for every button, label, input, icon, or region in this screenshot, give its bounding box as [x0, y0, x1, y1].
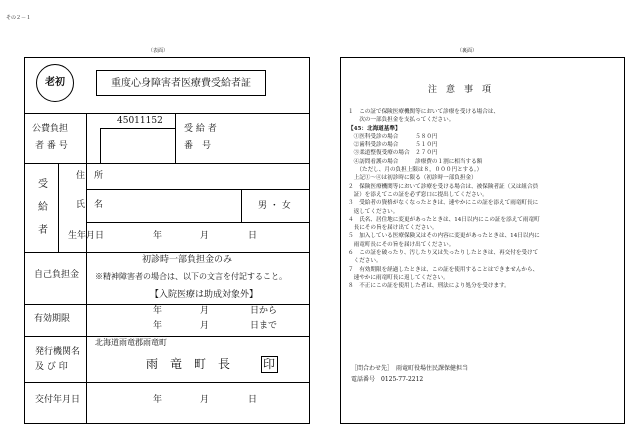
note-line: 【45：北海道基準】 [348, 125, 401, 132]
note-line: 長にその旨を届け出てください。 [348, 225, 438, 232]
note-line: ②歯科受診の場合 ５１０円 [348, 142, 438, 149]
note-line: ３ 受給者の資格がなくなったときは、速やかにこの証を添えて雨竜町長に [348, 200, 539, 207]
insurer-label-2: 者 番 号 [35, 141, 68, 151]
valid-until-month: 月 [200, 321, 210, 331]
rule [58, 163, 59, 252]
issue-month: 月 [200, 395, 210, 405]
front-side-label: （表面） [148, 48, 169, 54]
note-line: 速やかに雨竜町長に返してください。 [348, 274, 449, 281]
rule [100, 128, 101, 163]
note-line: 次の一部負担金を支払ってください。 [348, 117, 455, 124]
dob-year: 年 [153, 231, 163, 241]
dob-month: 月 [200, 231, 210, 241]
issuer-label-1: 発行機関名 [35, 347, 81, 357]
rule [24, 113, 310, 114]
valid-until-year: 年 [153, 321, 163, 331]
contact-line-1: ［問合わせ先］ 雨竜町役場住民課保健担当 [351, 365, 469, 372]
valid-from: 日から [250, 306, 278, 316]
copay-line-3: 【入院医療は助成対象外】 [150, 290, 259, 300]
recipient-label-2: 番 号 [184, 141, 212, 151]
gender-options: 男 ・ 女 [258, 201, 291, 211]
note-line: 返してください。 [348, 208, 399, 215]
issue-year: 年 [153, 395, 163, 405]
note-line: ４ 氏名、居住地に変更があったときは、14日以内にこの証を添えて雨竜町 [348, 216, 540, 223]
rule [24, 382, 310, 383]
page-label: その２－１ [6, 15, 32, 21]
note-line: ５ 加入している医療保険又はその内容に変更があったときは、14日以内に [348, 233, 540, 240]
rule [86, 222, 310, 223]
note-line: ８ 不正にこの証を使用した者は、刑法により処分を受けます。 [348, 283, 510, 290]
issuer-address: 北海道雨竜郡雨竜町 [95, 338, 167, 347]
card-title: 重度心身障害者医療費受給者証 [111, 78, 251, 89]
dob-label: 生年月日 [68, 231, 105, 241]
note-line: ２ 保険医療機関等において診療を受ける場合は、被保険者証（又は組合員 [348, 183, 539, 190]
holder-label-char: 受 [38, 179, 48, 190]
valid-from-month: 月 [200, 306, 210, 316]
holder-label-char: 者 [38, 225, 48, 236]
copay-line-1: 初診時一部負担金のみ [142, 255, 233, 265]
issue-day: 日 [248, 395, 258, 405]
address-label: 住 所 [76, 171, 104, 181]
note-line: ください。 [348, 258, 382, 265]
note-line: ６ この証を破ったり、汚したり又は失ったりしたときは、再交付を受けて [348, 250, 539, 257]
insurer-number-underline [100, 128, 176, 129]
note-line: ④訪問看護の場合 診療費の１割に相当する額 [348, 158, 483, 165]
seal-icon: 印 [263, 357, 276, 371]
valid-until: 日まで [250, 321, 278, 331]
copay-line-2: ※精神障害者の場合は、以下の文言を付記すること。 [95, 272, 287, 281]
issue-date-label: 交付年月日 [35, 395, 81, 405]
holder-label-char: 給 [38, 202, 48, 213]
note-line: 上記①～④は初診時に限る（初診時一部負担金） [348, 175, 477, 182]
validity-label: 有効期限 [34, 314, 71, 324]
note-line: （ただし、月の負担上限は８，０００円とする。） [348, 167, 483, 174]
insurer-number: 45011152 [117, 116, 163, 126]
note-line: ７ 有効期限を経過したときは、この証を使用することはできませんから、 [348, 266, 539, 273]
copay-label: 自己負担金 [34, 270, 80, 280]
note-line: １ この証で保険医療機関等において診療を受ける場合は、 [348, 109, 500, 115]
notes-list [348, 108, 620, 291]
back-side-label: （裏面） [457, 48, 478, 54]
note-line: ①医科受診の場合 ５８０円 [348, 133, 438, 140]
rule [24, 252, 310, 253]
recipient-label-1: 受 給 者 [184, 124, 217, 134]
valid-from-year: 年 [153, 306, 163, 316]
rule [241, 189, 242, 222]
rule [24, 336, 310, 337]
insurer-label-1: 公費負担 [32, 124, 69, 134]
rule [86, 113, 87, 424]
note-line: ③柔道整復受療の場合 ２７０円 [348, 150, 438, 157]
rule [86, 189, 310, 190]
notes-title: 注 意 事 項 [428, 85, 492, 95]
rule [24, 304, 310, 305]
rule [24, 163, 310, 164]
rule [175, 113, 176, 163]
name-label: 氏 名 [76, 200, 104, 210]
contact-line-2: 電話番号 0125-77-2212 [351, 376, 424, 383]
issuer-mayor: 雨 竜 町 長 [146, 357, 231, 371]
dob-day: 日 [248, 231, 258, 241]
note-line: 雨竜町長にその旨を届け出てください。 [348, 241, 455, 248]
issuer-label-2: 及 び 印 [35, 362, 68, 372]
rojin-badge-text: 老初 [45, 77, 65, 88]
note-line: 証）を添えてこの証を必ず窓口に提出してください。 [348, 191, 488, 198]
